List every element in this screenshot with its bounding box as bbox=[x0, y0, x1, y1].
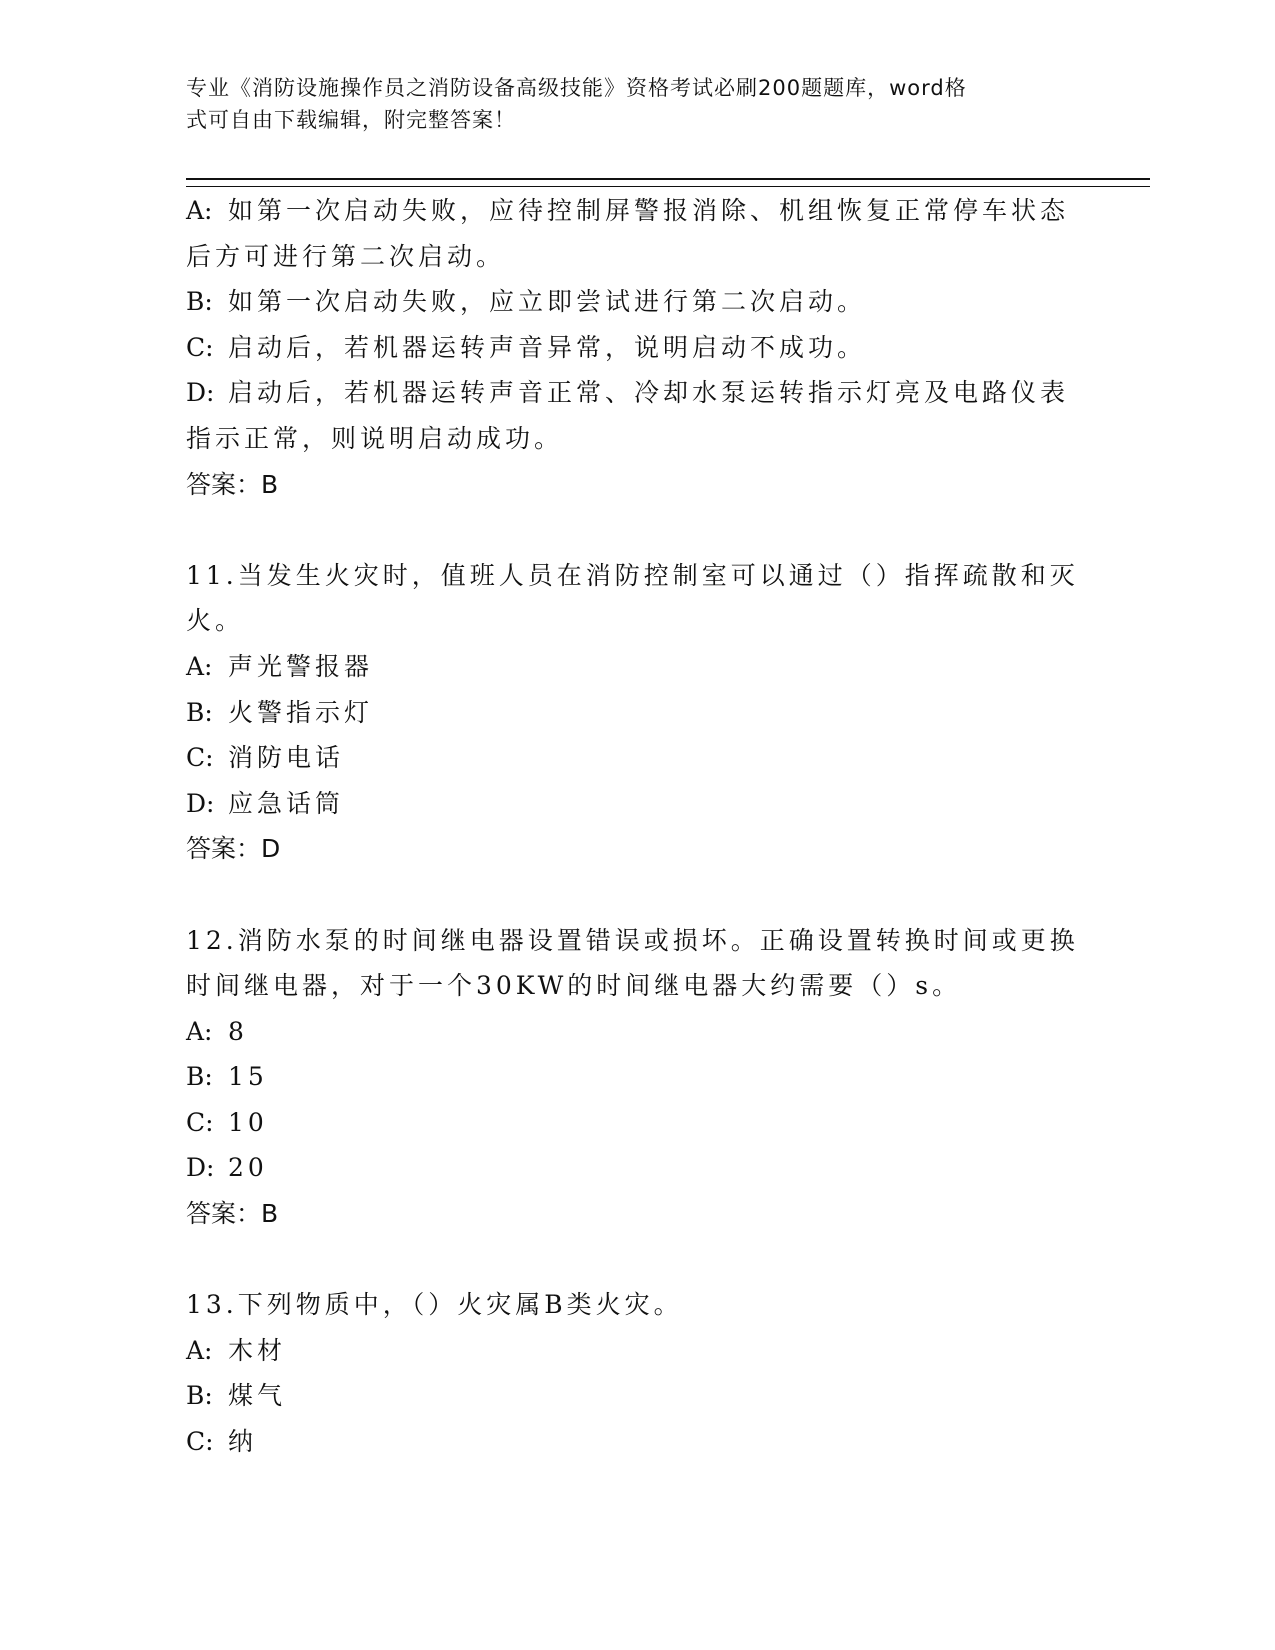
option-c: C: 消防电话 bbox=[186, 743, 345, 773]
answer: 答案：B bbox=[186, 1199, 279, 1229]
answer: 答案：B bbox=[186, 469, 279, 499]
option-b: B: 15 bbox=[186, 1062, 268, 1092]
option-a: A: 8 bbox=[186, 1016, 248, 1046]
option-a: A: 声光警报器 bbox=[186, 651, 374, 681]
question-stem: 11.当发生火灾时，值班人员在消防控制室可以通过（）指挥疏散和灭 bbox=[186, 560, 1079, 590]
question-stem: 13.下列物质中，（）火灾属B类火灾。 bbox=[186, 1290, 683, 1320]
question-stem-cont: 时间继电器，对于一个30KW的时间继电器大约需要（）s。 bbox=[186, 971, 962, 1001]
option-d: D: 20 bbox=[186, 1153, 268, 1183]
option-a-cont: 后方可进行第二次启动。 bbox=[186, 241, 506, 271]
option-d: D: 启动后，若机器运转声音正常、冷却水泵运转指示灯亮及电路仪表 bbox=[186, 378, 1070, 408]
option-c: C: 10 bbox=[186, 1107, 268, 1137]
question-stem-cont: 火。 bbox=[186, 606, 245, 636]
header-divider bbox=[186, 178, 1150, 187]
option-d-cont: 指示正常，则说明启动成功。 bbox=[186, 423, 564, 453]
question-stem: 12.消防水泵的时间继电器设置错误或损坏。正确设置转换时间或更换 bbox=[186, 925, 1079, 955]
option-d: D: 应急话筒 bbox=[186, 788, 345, 818]
question-11 bbox=[186, 553, 1086, 872]
header-line-2: 式可自由下载编辑，附完整答案！ bbox=[186, 108, 516, 132]
question-12 bbox=[186, 918, 1086, 1237]
option-a: A: 木材 bbox=[186, 1335, 287, 1365]
option-a: A: 如第一次启动失败，应待控制屏警报消除、机组恢复正常停车状态 bbox=[186, 196, 1070, 225]
document-header bbox=[186, 72, 1071, 136]
answer: 答案：D bbox=[186, 834, 281, 864]
header-line-1: 专业《消防设施操作员之消防设备高级技能》资格考试必刷200题题库，word格 bbox=[186, 76, 967, 100]
option-c: C: 纳 bbox=[186, 1427, 258, 1457]
option-b: B: 如第一次启动失败，应立即尝试进行第二次启动。 bbox=[186, 287, 867, 317]
question-list bbox=[186, 188, 1086, 1465]
question-13 bbox=[186, 1282, 1086, 1464]
option-b: B: 煤气 bbox=[186, 1381, 287, 1411]
question-10 bbox=[186, 188, 1086, 507]
option-b: B: 火警指示灯 bbox=[186, 697, 374, 727]
option-c: C: 启动后，若机器运转声音异常，说明启动不成功。 bbox=[186, 332, 867, 362]
